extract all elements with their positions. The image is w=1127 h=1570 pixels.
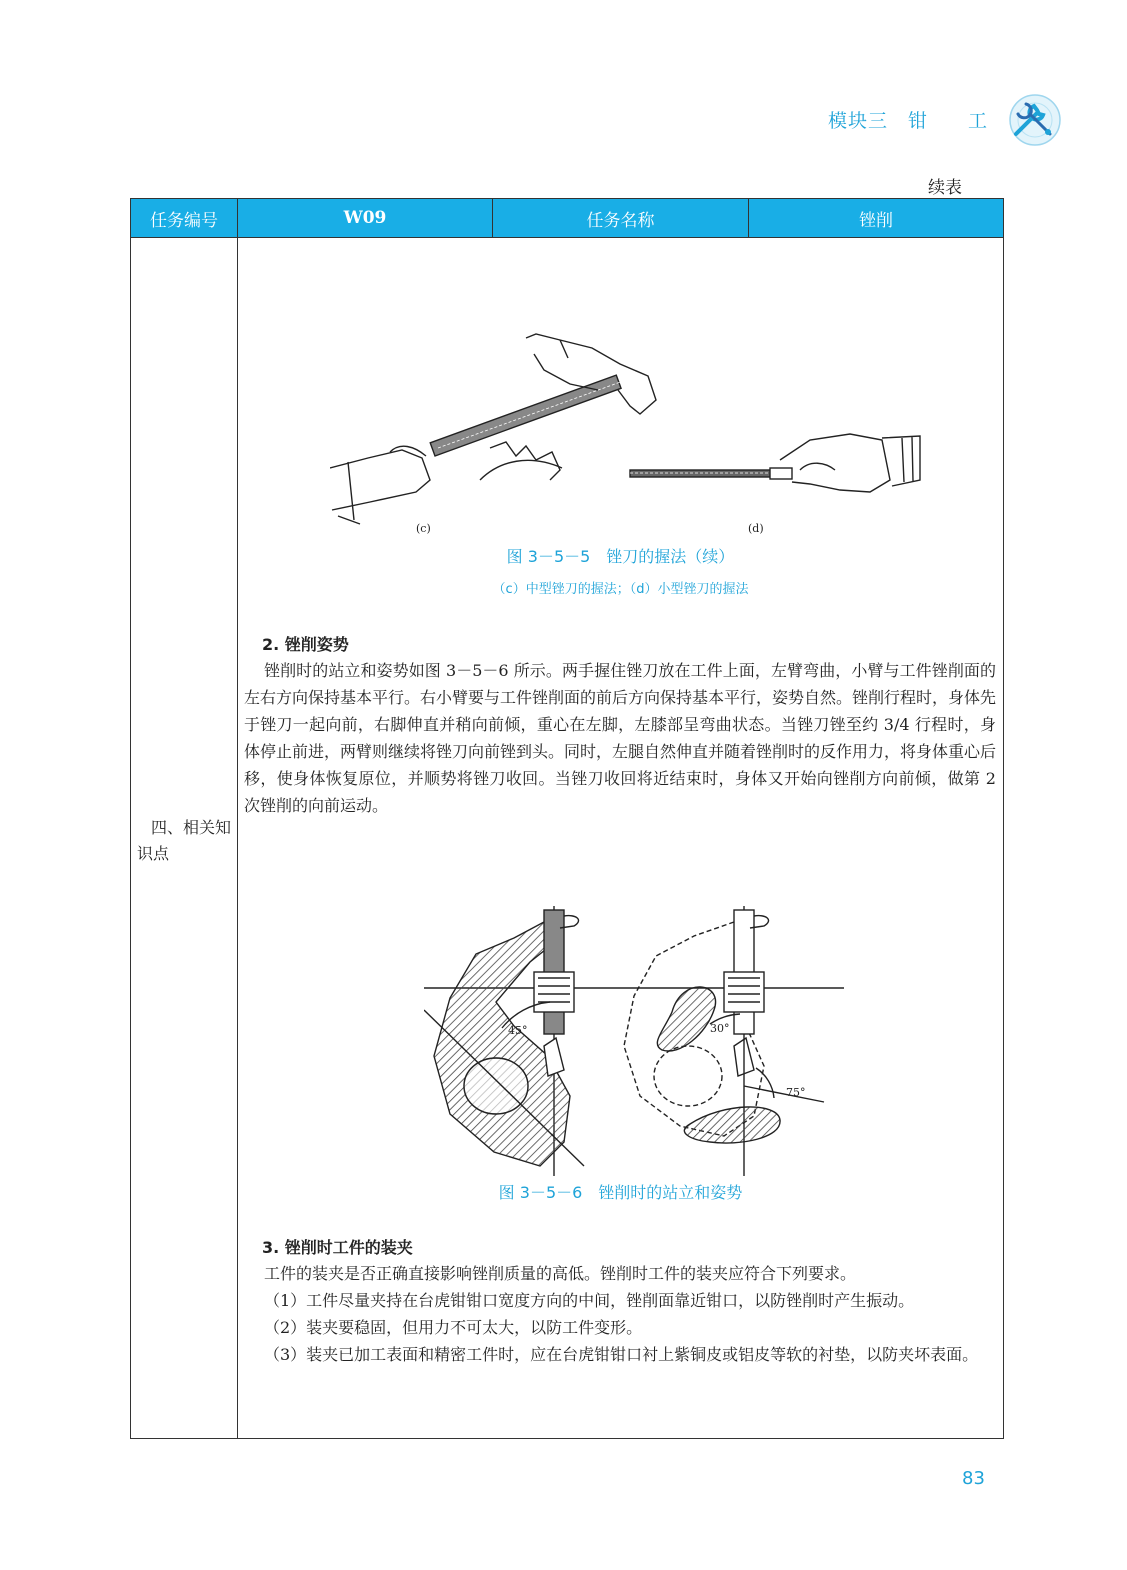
module-title: 模块三 钳 工 — [828, 110, 989, 132]
angle-75-label: 75° — [786, 1086, 806, 1099]
continued-label: 续表 — [928, 178, 962, 198]
angle-30-label: 30° — [710, 1022, 730, 1035]
row-label: 四、相关知识点 — [137, 818, 232, 863]
header-task-id-value: W09 — [238, 199, 493, 237]
section-2-paragraph — [244, 657, 996, 819]
header-task-id-label: 任务编号 — [131, 199, 238, 237]
label-d: (d) — [748, 522, 764, 535]
left-column — [131, 238, 238, 1438]
content-cell — [238, 238, 1003, 1438]
section-3-intro: 工件的装夹是否正确直接影响锉削质量的高低。锉削时工件的装夹应符合下列要求。 — [264, 1264, 857, 1283]
section-2-heading: 2. 锉削姿势 — [262, 635, 349, 654]
file-grip-illustration — [330, 330, 930, 540]
section-3-body — [244, 1260, 996, 1368]
header-task-name-label: 任务名称 — [493, 199, 749, 237]
wrench-gear-icon — [1004, 92, 1062, 148]
section-2-text: 锉削时的站立和姿势如图 3－5－6 所示。两手握住锉刀放在工件上面，左臂弯曲，小臂与工件锉削面的左右方向保持基本平行。右小臂要与工件锉削面的前后方向保持基本平行，姿势自然。锉削行程时，身体先于锉刀一起向前，右脚伸直并稍向前倾，重心在左脚，左膝部呈弯曲状态。当锉刀锉至约 3/4 行程时，身体停止前进，两臂则继续将锉刀向前锉到头。同时，左腿自然伸直并随着锉削时的反作用力，将身体重心后移，使身体恢复原位，并顺势将锉刀收回。当锉刀收回将近结束时，身体又开始向锉削方向前倾，做第 2 次锉削的向前运动。 — [244, 661, 997, 815]
figure-355-caption: 图 3－5－5 锉刀的握法（续） — [506, 547, 735, 566]
header-task-name-value: 锉削 — [859, 210, 893, 231]
section-3-item-2: （2）装夹要稳固，但用力不可太大，以防工件变形。 — [264, 1318, 643, 1337]
label-c: (c) — [416, 522, 431, 535]
section-3-heading: 3. 锉削时工件的装夹 — [262, 1238, 413, 1257]
section-3-item-3: （3）装夹已加工表面和精密工件时，应在台虎钳钳口衬上紫铜皮或铝皮等软的衬垫，以防夹坏表面。 — [264, 1345, 979, 1364]
figure-355-subcaption: （c）中型锉刀的握法；（d）小型锉刀的握法 — [492, 582, 749, 597]
table-header — [131, 199, 1003, 238]
page-number: 83 — [962, 1468, 985, 1489]
task-table — [130, 198, 1004, 1439]
angle-45-label: 45° — [508, 1024, 528, 1037]
filing-posture-illustration — [424, 906, 844, 1186]
figure-356-caption: 图 3－5－6 锉削时的站立和姿势 — [498, 1183, 743, 1202]
section-3-item-1: （1）工件尽量夹持在台虎钳钳口宽度方向的中间，锉削面靠近钳口，以防锉削时产生振动。 — [264, 1291, 915, 1310]
